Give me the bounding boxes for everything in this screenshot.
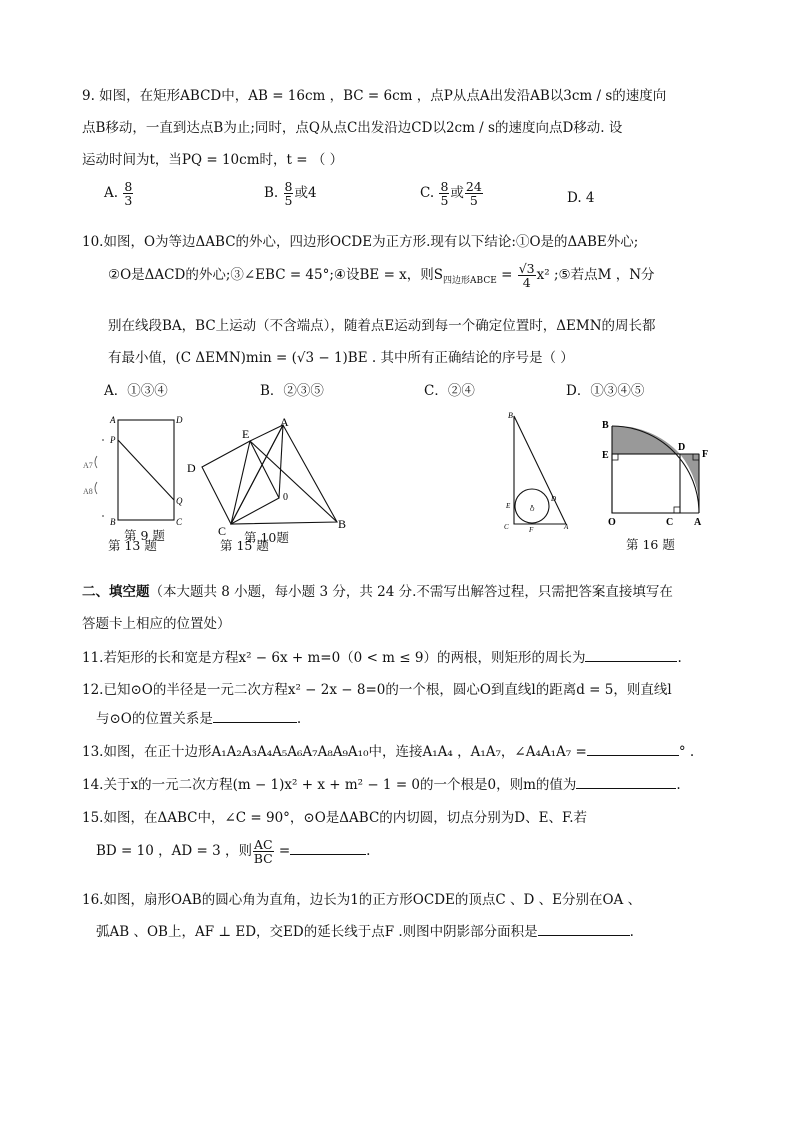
- label-A8: A8: [83, 487, 93, 496]
- label-F: F: [529, 526, 534, 534]
- q9-line3: 运动时间为t，当PQ = 10cm时，t = （ ）: [82, 152, 344, 168]
- caption-q10: 第 10题: [244, 530, 289, 545]
- label-A7: A7: [83, 461, 93, 470]
- q9-line2: 点B移动，一直到达点B为止;同时，点Q从点C出发沿边CD以2cm / s的速度向点D移动. 设: [82, 120, 623, 136]
- label-O: 0: [283, 492, 288, 503]
- label-E: E: [506, 502, 511, 510]
- q11-answer-blank: [585, 647, 677, 662]
- label-D: D: [551, 495, 557, 503]
- label-A: A: [280, 415, 289, 429]
- section2-desc2: 答题卡上相应的位置处）: [82, 616, 231, 632]
- label-B: B: [338, 517, 347, 531]
- q15-line2: BD = 10 ，AD = 3 ，则 $\frac{AC}{BC}$ = .: [96, 837, 371, 867]
- q10-line2: ②O是ΔACD的外心;③∠EBC = 45°;④设BE = x，则$S_{四边形ABCE}$ = $\frac{√3}{4}$ x² ;⑤若点M ，N分: [108, 261, 655, 291]
- q9-option-b: B. $\frac{8}{5}$ 或4: [264, 179, 317, 209]
- q10-option-d: D．①③④⑤: [566, 383, 645, 399]
- q9-option-c: C. $\frac{8}{5}$ 或 $\frac{24}{5}$: [420, 179, 482, 209]
- label-D: D: [187, 461, 196, 475]
- q12-answer-blank: [213, 708, 297, 723]
- label-F: F: [702, 449, 709, 460]
- label-Q: Q: [176, 496, 183, 506]
- figure-q16-sector: [594, 412, 724, 530]
- q16-answer-blank: [538, 921, 630, 936]
- q13-answer-blank: [587, 741, 679, 756]
- figure-q15-incircle: [500, 410, 580, 534]
- label-E: E: [602, 450, 609, 461]
- label-O: O: [530, 507, 535, 513]
- q12-line1: 12.已知⊙O的半径是一元二次方程x² − 2x − 8=0的一个根，圆心O到直线l的距离d = 5，则直线l: [82, 682, 672, 698]
- label-A: A: [564, 523, 569, 531]
- section2-title: 二、填空题: [82, 584, 150, 600]
- q9-option-d: D. 4: [567, 190, 595, 206]
- q10-line3: 别在线段BA，BC上运动（不含端点），随着点E运动到每一个确定位置时，ΔEMN的周长都: [108, 318, 656, 334]
- q10-option-a: A．①③④: [104, 383, 168, 399]
- q13: 13.如图，在正十边形A₁A₂A₃A₄A₅A₆A₇A₈A₉A₁₀中，连接A₁A₄ ，A₁A₇，∠A₄A₁A₇ = ° .: [82, 740, 694, 760]
- q15-answer-blank: [290, 840, 366, 855]
- section2-desc1: （本大题共 8 小题，每小题 3 分，共 24 分.不需写出解答过程，只需把答案直接填写在: [149, 584, 673, 600]
- caption-q16: 第 16 题: [626, 537, 675, 552]
- label-B: B: [602, 420, 609, 431]
- label-B: B: [508, 411, 513, 420]
- label-O: O: [608, 517, 616, 528]
- section2-header: [82, 580, 673, 600]
- q12-line2: 与⊙O的位置关系是 .: [96, 707, 301, 727]
- q9-option-a: A. $\frac{8}{3}$: [104, 179, 133, 209]
- label-C: C: [218, 524, 227, 536]
- q10-option-c: C．②④: [424, 383, 475, 399]
- q14: 14.关于x的一元二次方程(m − 1)x² + x + m² − 1 = 0的一个根是0，则m的值为 .: [82, 773, 681, 793]
- q10-line4: 有最小值，(C ΔEMN)min = (√3 − 1)BE . 其中所有正确结论的序号是（ ）: [108, 350, 574, 366]
- q15-line1: 15.如图，在ΔABC中，∠C = 90°，⊙O是ΔABC的内切圆，切点分别为D、E、F.若: [82, 810, 588, 826]
- q16-line1: 16.如图，扇形OAB的圆心角为直角，边长为1的正方形OCDE的顶点C 、D 、E分别在OA 、: [82, 892, 642, 908]
- label-E: E: [242, 427, 250, 441]
- q10-option-b: B．②③⑤: [260, 383, 324, 399]
- label-B: B: [110, 517, 116, 527]
- label-A: A: [694, 517, 702, 528]
- figure-q10-square-triangle: [182, 414, 352, 536]
- q9-line1: 9. 如图，在矩形ABCD中，AB = 16cm ，BC = 6cm ，点P从点A出发沿AB以3cm / s的速度向: [82, 88, 667, 104]
- q11: 11.若矩形的长和宽是方程x² − 6x + m=0（0 < m ≤ 9）的两根，则矩形的周长为 .: [82, 646, 682, 666]
- q14-answer-blank: [576, 774, 676, 789]
- caption-q13: 第 13 题: [108, 538, 157, 553]
- label-A: A: [110, 415, 116, 425]
- label-D: D: [678, 442, 686, 453]
- caption-q9: 第 9 题: [124, 528, 165, 543]
- label-C: C: [176, 517, 183, 527]
- label-C: C: [504, 523, 509, 531]
- q10-line1: 10.如图，O为等边ΔABC的外心，四边形OCDE为正方形.现有以下结论:①O是的ΔABE外心;: [82, 234, 639, 250]
- label-D: D: [176, 415, 183, 425]
- label-P: P: [110, 435, 116, 445]
- label-C: C: [666, 517, 674, 528]
- caption-q15: 第 15 题: [220, 538, 269, 553]
- q16-line2: 弧AB 、OB上，AF ⊥ ED，交ED的延长线于点F .则图中阴影部分面积是 .: [96, 920, 634, 940]
- figure-q9-rectangle: [80, 412, 190, 534]
